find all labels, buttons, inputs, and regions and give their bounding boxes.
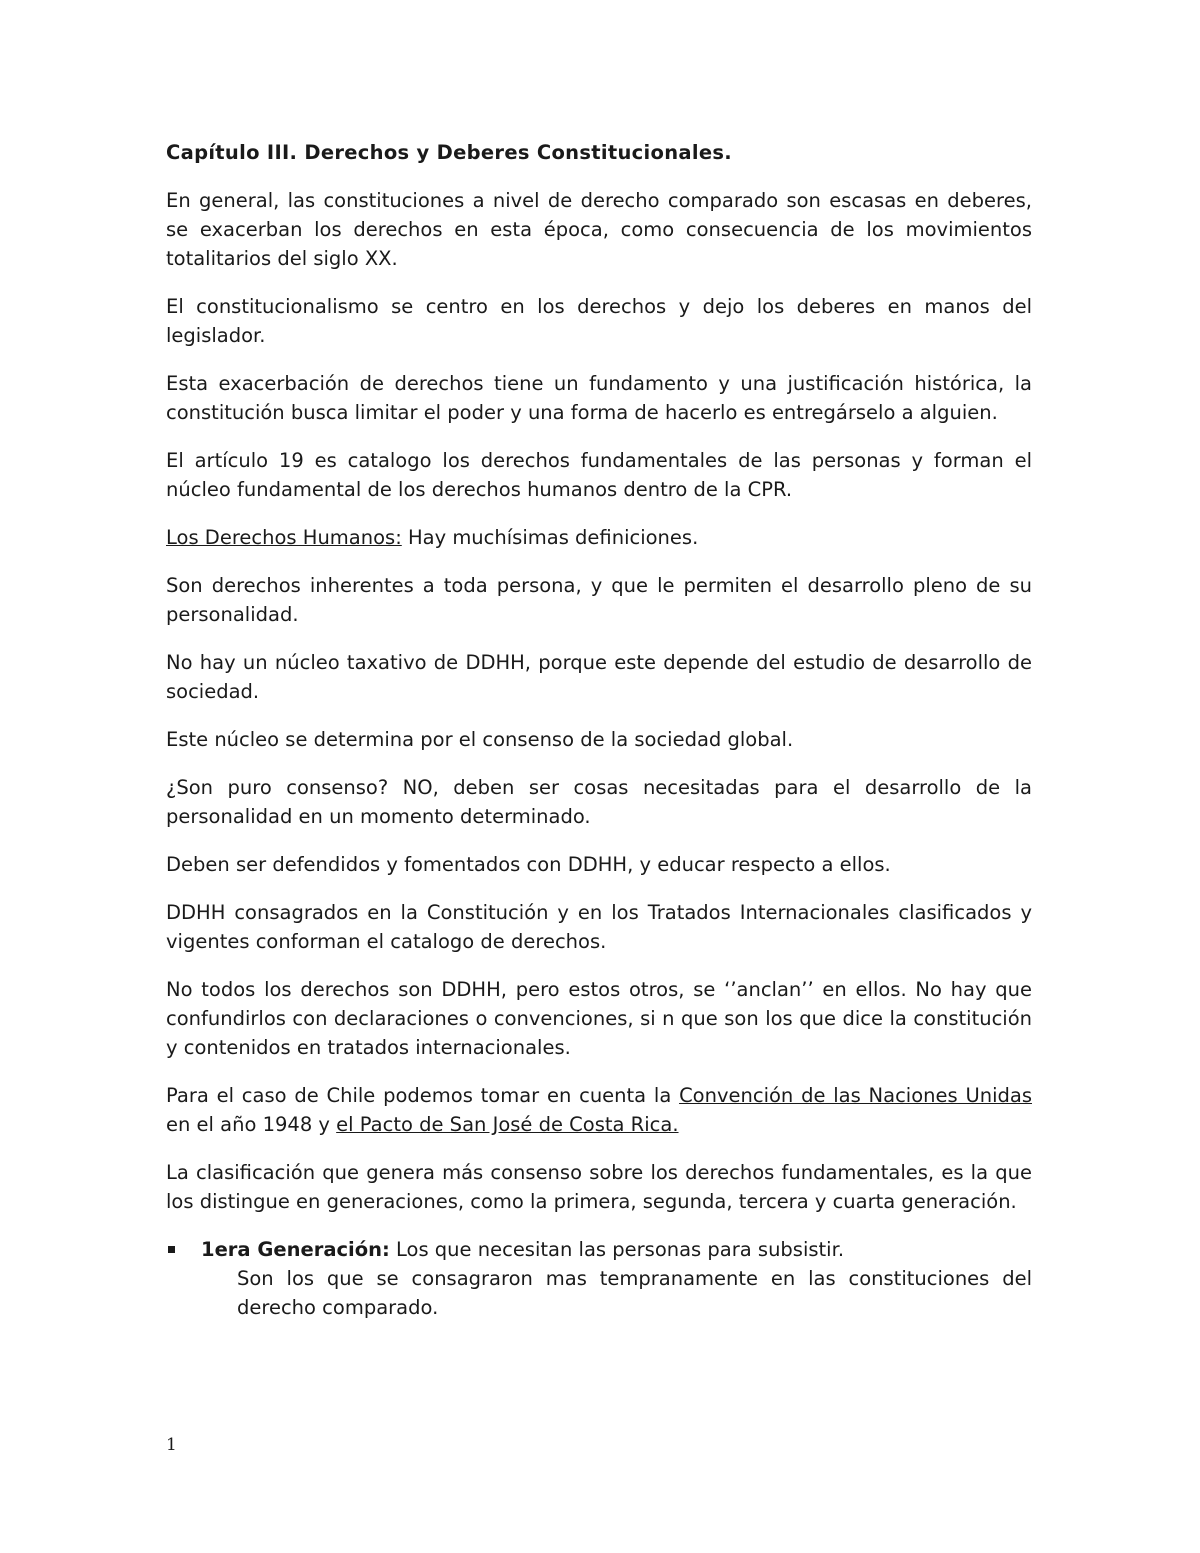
derechos-humanos-text: Hay muchísimas definiciones. bbox=[401, 526, 699, 549]
pacto-san-jose-link: el Pacto de San José de Costa Rica. bbox=[336, 1113, 679, 1136]
paragraph: ¿Son puro consenso? NO, deben ser cosas necesitadas para el desarrollo de la personalidad en un momento determinado. bbox=[166, 776, 1032, 828]
paragraph: DDHH consagrados en la Constitución y en los Tratados Internacionales clasificados y vigentes conforman el catalogo de derechos. bbox=[166, 901, 1032, 953]
bullet-text: Los que necesitan las personas para subsistir. bbox=[389, 1238, 845, 1261]
bullet-heading: 1era Generación: bbox=[201, 1238, 390, 1261]
chile-text-a: Para el caso de Chile podemos tomar en cuenta la bbox=[166, 1084, 680, 1107]
derechos-humanos-label: Los Derechos Humanos: bbox=[166, 526, 402, 549]
paragraph-derechos-humanos bbox=[166, 523, 1032, 552]
paragraph: En general, las constituciones a nivel de derecho comparado son escasas en deberes, se exacerban los derechos en esta época, como consecuencia de los movimientos totalitarios del siglo XX. bbox=[166, 189, 1032, 270]
bullet-subtext: Son los que se consagraron mas tempranamente en las constituciones del derecho comparado. bbox=[237, 1267, 1032, 1319]
paragraph: El artículo 19 es catalogo los derechos fundamentales de las personas y forman el núcleo fundamental de los derechos humanos dentro de la CPR. bbox=[166, 449, 1032, 501]
paragraph: Este núcleo se determina por el consenso de la sociedad global. bbox=[166, 728, 794, 751]
paragraph: La clasificación que genera más consenso sobre los derechos fundamentales, es la que los distingue en generaciones, como la primera, segunda, tercera y cuarta generación. bbox=[166, 1161, 1032, 1213]
generations-list bbox=[166, 1235, 1032, 1322]
chile-text-b: en el año 1948 y bbox=[166, 1113, 337, 1136]
document-body bbox=[166, 138, 1032, 1322]
paragraph: Deben ser defendidos y fomentados con DDHH, y educar respecto a ellos. bbox=[166, 853, 891, 876]
convencion-naciones-unidas-link: Convención de las Naciones Unidas bbox=[679, 1084, 1032, 1107]
chapter-title: Capítulo III. Derechos y Deberes Constitucionales. bbox=[166, 141, 732, 164]
paragraph: No hay un núcleo taxativo de DDHH, porque este depende del estudio de desarrollo de sociedad. bbox=[166, 651, 1032, 703]
list-item bbox=[166, 1235, 1032, 1322]
paragraph-chile bbox=[166, 1081, 1032, 1139]
paragraph: Esta exacerbación de derechos tiene un fundamento y una justificación histórica, la constitución busca limitar el poder y una forma de hacerlo es entregárselo a alguien. bbox=[166, 372, 1032, 424]
paragraph: El constitucionalismo se centro en los derechos y dejo los deberes en manos del legislador. bbox=[166, 295, 1032, 347]
square-bullet-icon bbox=[168, 1246, 175, 1253]
paragraph: Son derechos inherentes a toda persona, y que le permiten el desarrollo pleno de su personalidad. bbox=[166, 574, 1032, 626]
page-number: 1 bbox=[166, 1435, 177, 1455]
bullet-line bbox=[201, 1235, 1032, 1264]
paragraph: No todos los derechos son DDHH, pero estos otros, se ‘’anclan’’ en ellos. No hay que confundirlos con declaraciones o convenciones, si n que son los que dice la constitución y contenidos en tratados internacionales. bbox=[166, 978, 1032, 1059]
